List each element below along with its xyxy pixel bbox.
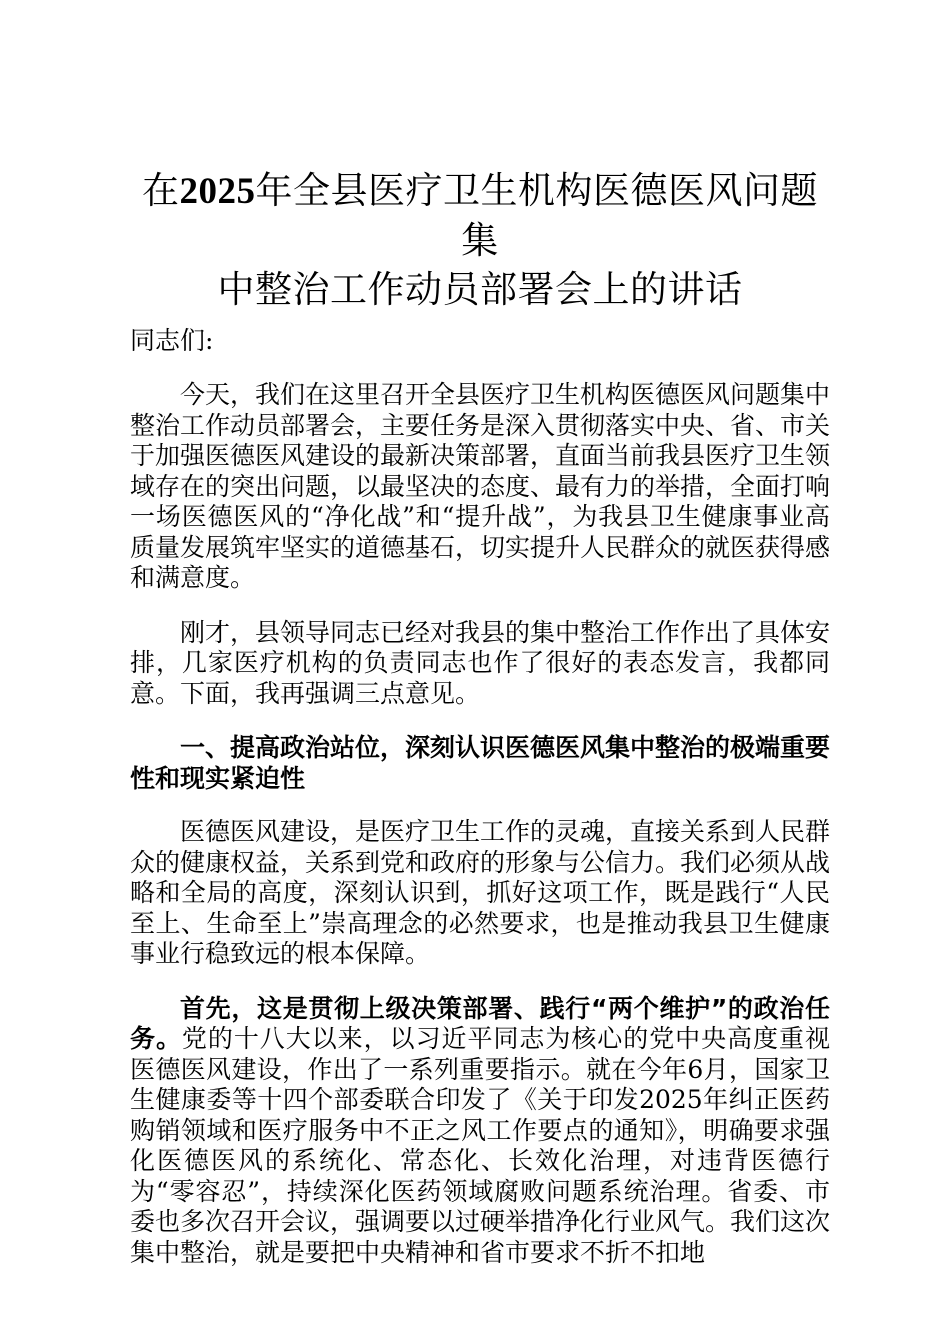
- first-point-body: 党的十八大以来，以习近平同志为核心的党中央高度重视医德医风建设，作出了一系列重要指示。就在今年6月，国家卫生健康委等十四个部委联合印发了《关于印发2025年纠正医药购销领域和医疗服务中不正之风工作要点的通知》，明确要求强化医德医风的系统化、常态化、长效化治理，对违背医德行为“零容忍”，持续深化医药领域腐败问题系统治理。省委、市委也多次召开会议，强调要以过硬举措净化行业风气。我们这次集中整治，就是要把中央精神和省市要求不折不扣地: [130, 1024, 831, 1267]
- paragraph-first-point: [130, 994, 830, 1269]
- title-line1-rest: 年全县医疗卫生机构医德医风问题集: [255, 169, 818, 262]
- paragraph-section1-intro: 医德医风建设，是医疗卫生工作的灵魂，直接关系到人民群众的健康权益，关系到党和政府的形象与公信力。我们必须从战略和全局的高度，深刻认识到，抓好这项工作，既是践行“人民至上、生命至上”崇高理念的必然要求，也是推动我县卫生健康事业行稳致远的根本保障。: [130, 817, 831, 968]
- title-year: 2025: [179, 171, 256, 212]
- paragraph-opening: 今天，我们在这里召开全县医疗卫生机构医德医风问题集中整治工作动员部署会，主要任务是深入贯彻落实中央、省、市关于加强医德医风建设的最新决策部署，直面当前我县医疗卫生领域存在的突出问题，以最坚决的态度、最有力的举措，全面打响一场医德医风的“净化战”和“提升战”，为我县卫生健康事业高质量发展筑牢坚实的道德基石，切实提升人民群众的就医获得感和满意度。: [130, 380, 831, 592]
- first-point-lead: 首先，这是贯彻上级决策部署、践行“两个维护”的政治任务。: [130, 993, 830, 1053]
- salutation: 同志们:: [130, 326, 214, 355]
- section-heading-1: 一、提高政治站位，深刻认识医德医风集中整治的极端重要性和现实紧迫性: [130, 733, 831, 793]
- paragraph-transition: 刚才，县领导同志已经对我县的集中整治工作作出了具体安排，几家医疗机构的负责同志也作了很好的表态发言，我都同意。下面，我再强调三点意见。: [130, 617, 831, 708]
- document-page: [130, 0, 830, 1268]
- title-line2: 中整治工作动员部署会上的讲话: [217, 268, 743, 311]
- title-prefix: 在: [142, 169, 180, 212]
- document-title: [130, 0, 830, 314]
